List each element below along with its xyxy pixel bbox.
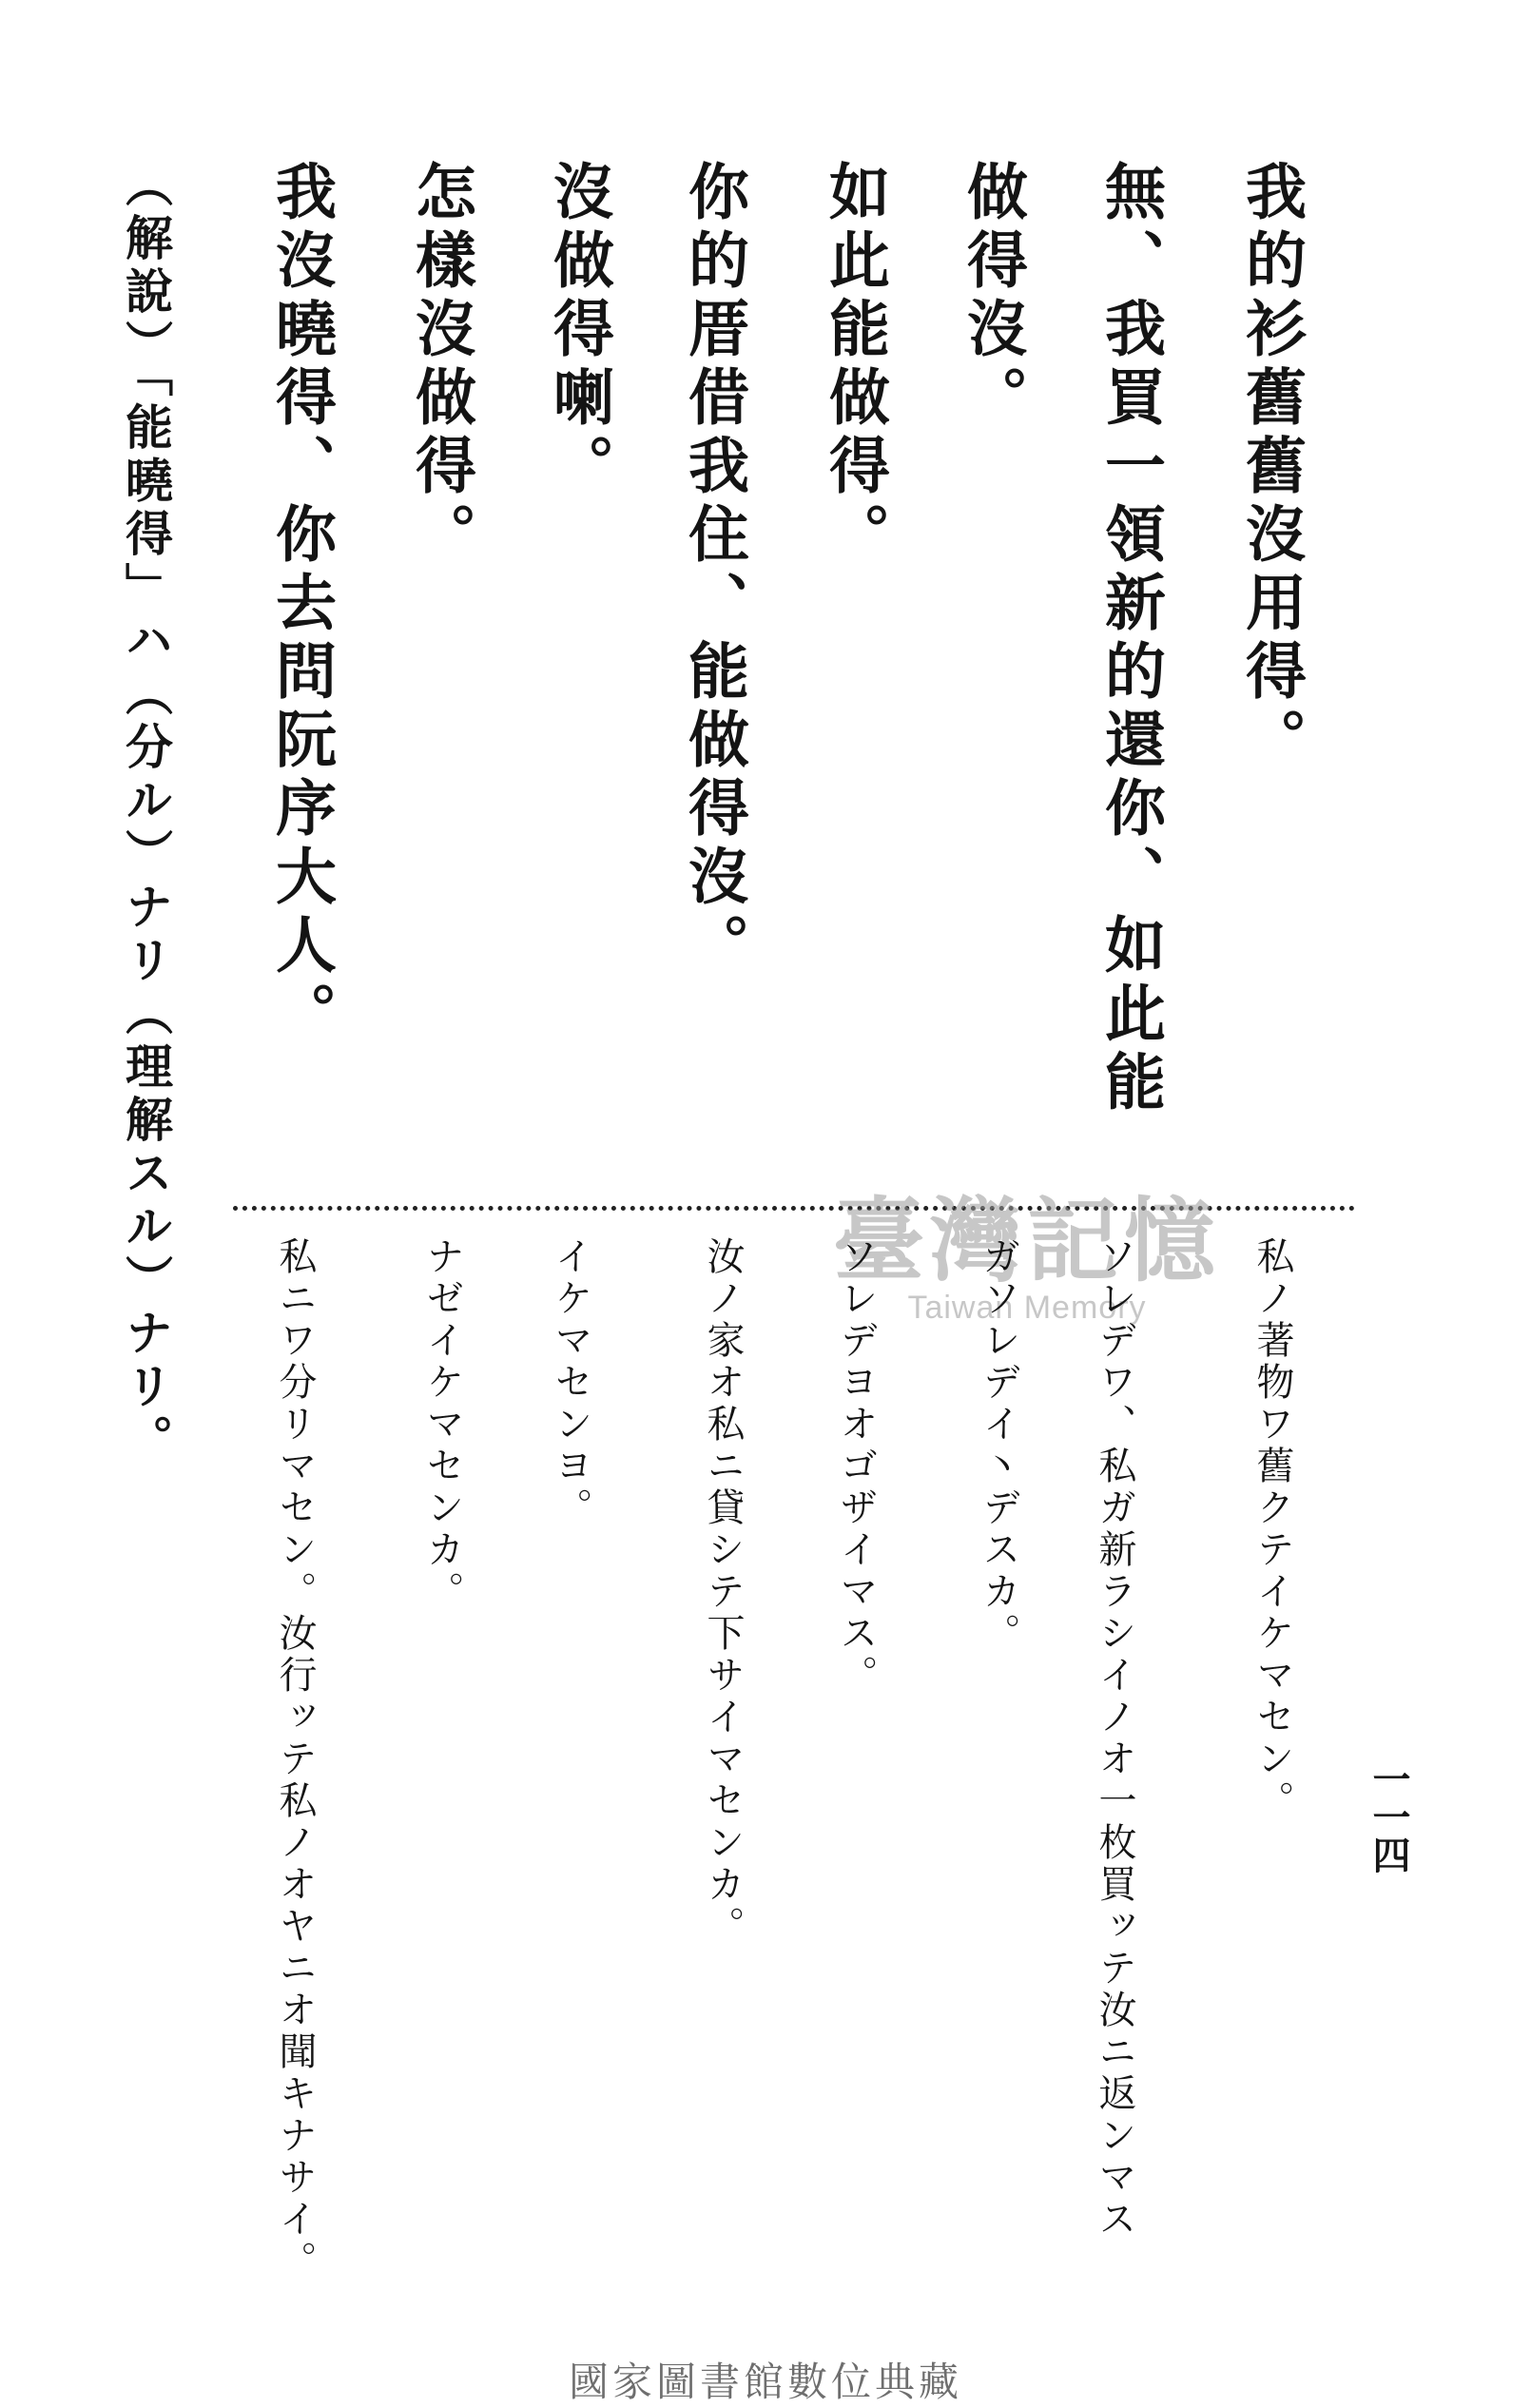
- sentence-line: 無、我買一領新的還你、如此能: [1095, 160, 1166, 1118]
- translation-line: ソレデワ、私ガ新ラシイノオ一枚買ッテ汝ニ返ンマス: [1093, 1236, 1136, 2241]
- watermark-english: Taiwan Memory: [907, 1289, 1147, 1326]
- page-number: 一一四: [1366, 1759, 1411, 1874]
- sentence-line: 做得沒。: [957, 160, 1028, 434]
- translation-line: イケマセンヨ。: [549, 1236, 592, 1529]
- translation-line: 私ノ著物ワ舊クテイケマセン。: [1250, 1236, 1294, 1822]
- translation-line: ガソレデイ丶デスカ。: [977, 1236, 1020, 1655]
- watermark-chinese: 臺灣記憶: [833, 1187, 1221, 1294]
- sentence-line: 怎樣沒做得。: [405, 160, 476, 571]
- translation-line: 汝ノ家オ私ニ貸シテ下サイマセンカ。: [701, 1236, 745, 1948]
- sentence-line: 如此能做得。: [819, 160, 890, 571]
- explanation-note: （解說）「能曉得」ハ（分ル）ナリ（理解スル）ナリ。: [118, 160, 174, 1467]
- sentence-line: 你的厝借我住、能做得沒。: [678, 160, 749, 981]
- footer-credit: 國家圖書館數位典藏: [568, 2359, 962, 2405]
- sentence-line: 我沒曉得、你去問阮序大人。: [265, 160, 337, 1050]
- sentence-line: 我的衫舊舊沒用得。: [1235, 160, 1307, 776]
- translation-line: 私ニワ分リマセン。汝行ッテ私ノオヤニオ聞キナサイ。: [273, 1236, 317, 2282]
- translation-line: ソレデヨオゴザイマス。: [834, 1236, 878, 1697]
- sentence-line: 沒做得喇。: [543, 160, 614, 502]
- translation-line: ナゼイケマセンカ。: [420, 1236, 464, 1613]
